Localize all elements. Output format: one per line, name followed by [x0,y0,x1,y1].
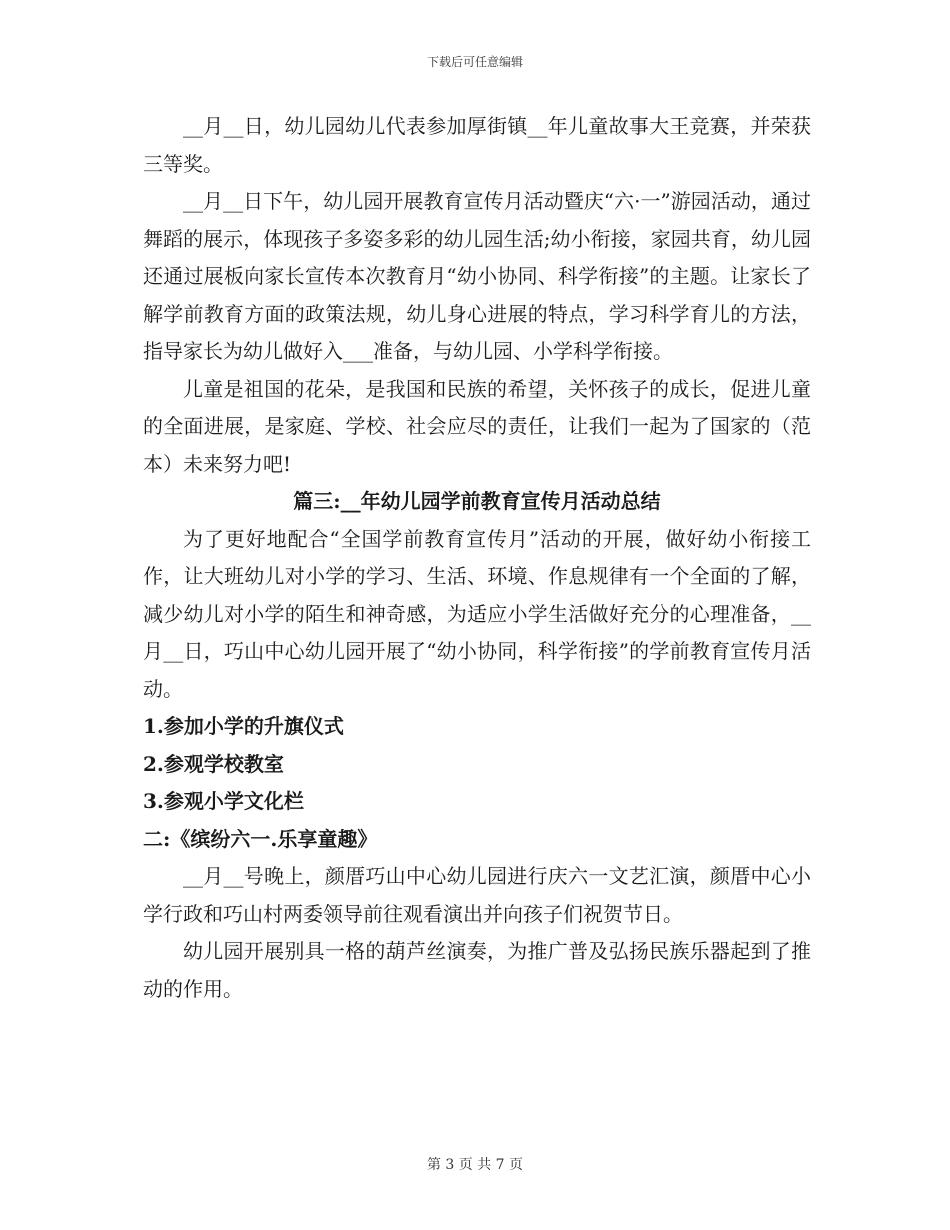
paragraph-hulusi: 幼儿园开展别具一格的葫芦丝演奏，为推广普及弘扬民族乐器起到了推动的作用。 [143,939,811,1001]
paragraph-performance: __月__号晚上，颜厝巧山中心幼儿园进行庆六一文艺汇演，颜厝中心小学行政和巧山村两委领导前往观看演出并向孩子们祝贺节日。 [143,864,811,926]
subheading-childrens-day: 二:《缤纷六一.乐享童趣》 [143,826,378,851]
section-heading-part-three: 篇三:__年幼儿园学前教育宣传月活动总结 [293,489,661,513]
paragraph-publicity-month: __月__日下午，幼儿园开展教育宣传月活动暨庆“六·一”游园活动，通过舞蹈的展示，体现孩子多姿多彩的幼儿园生活;幼小衔接，家园共育，幼儿园还通过展板向家长宣传本次教育月“幼小协同、科学衔接”的主题。让家长了解学前教育方面的政策法规，幼儿身心进展的特点，学习科学育儿的方法，指导家长为幼儿做好入___准备，与幼儿园、小学科学衔接。 [143,189,811,363]
paragraph-children-future: 儿童是祖国的花朵，是我国和民族的希望，关怀孩子的成长，促进儿童的全面进展，是家庭、学校、社会应尽的责任，让我们一起为了国家的（范本）未来努力吧! [143,376,811,476]
document-body [143,108,811,1008]
page-number-footer: 第 3 页 共 7 页 [426,1157,524,1173]
list-item-flag-ceremony: 1.参加小学的升旗仪式 [143,714,344,738]
list-item-visit-culture-board: 3.参观小学文化栏 [143,789,304,813]
list-item-visit-classroom: 2.参观学校教室 [143,751,284,776]
paragraph-story-contest: __月__日，幼儿园幼儿代表参加厚街镇__年儿童故事大王竞赛，并荣获三等奖。 [143,114,811,176]
paragraph-transition-activity: 为了更好地配合“全国学前教育宣传月”活动的开展，做好幼小衔接工作，让大班幼儿对小学的学习、生活、环境、作息规律有一个全面的了解，减少幼儿对小学的陌生和神奇感，为适应小学生活做好充分的心理准备，__月__日，巧山中心幼儿园开展了“幼小协同，科学衔接”的学前教育宣传月活动。 [143,526,811,701]
page-header-note: 下载后可任意编辑 [426,55,523,69]
